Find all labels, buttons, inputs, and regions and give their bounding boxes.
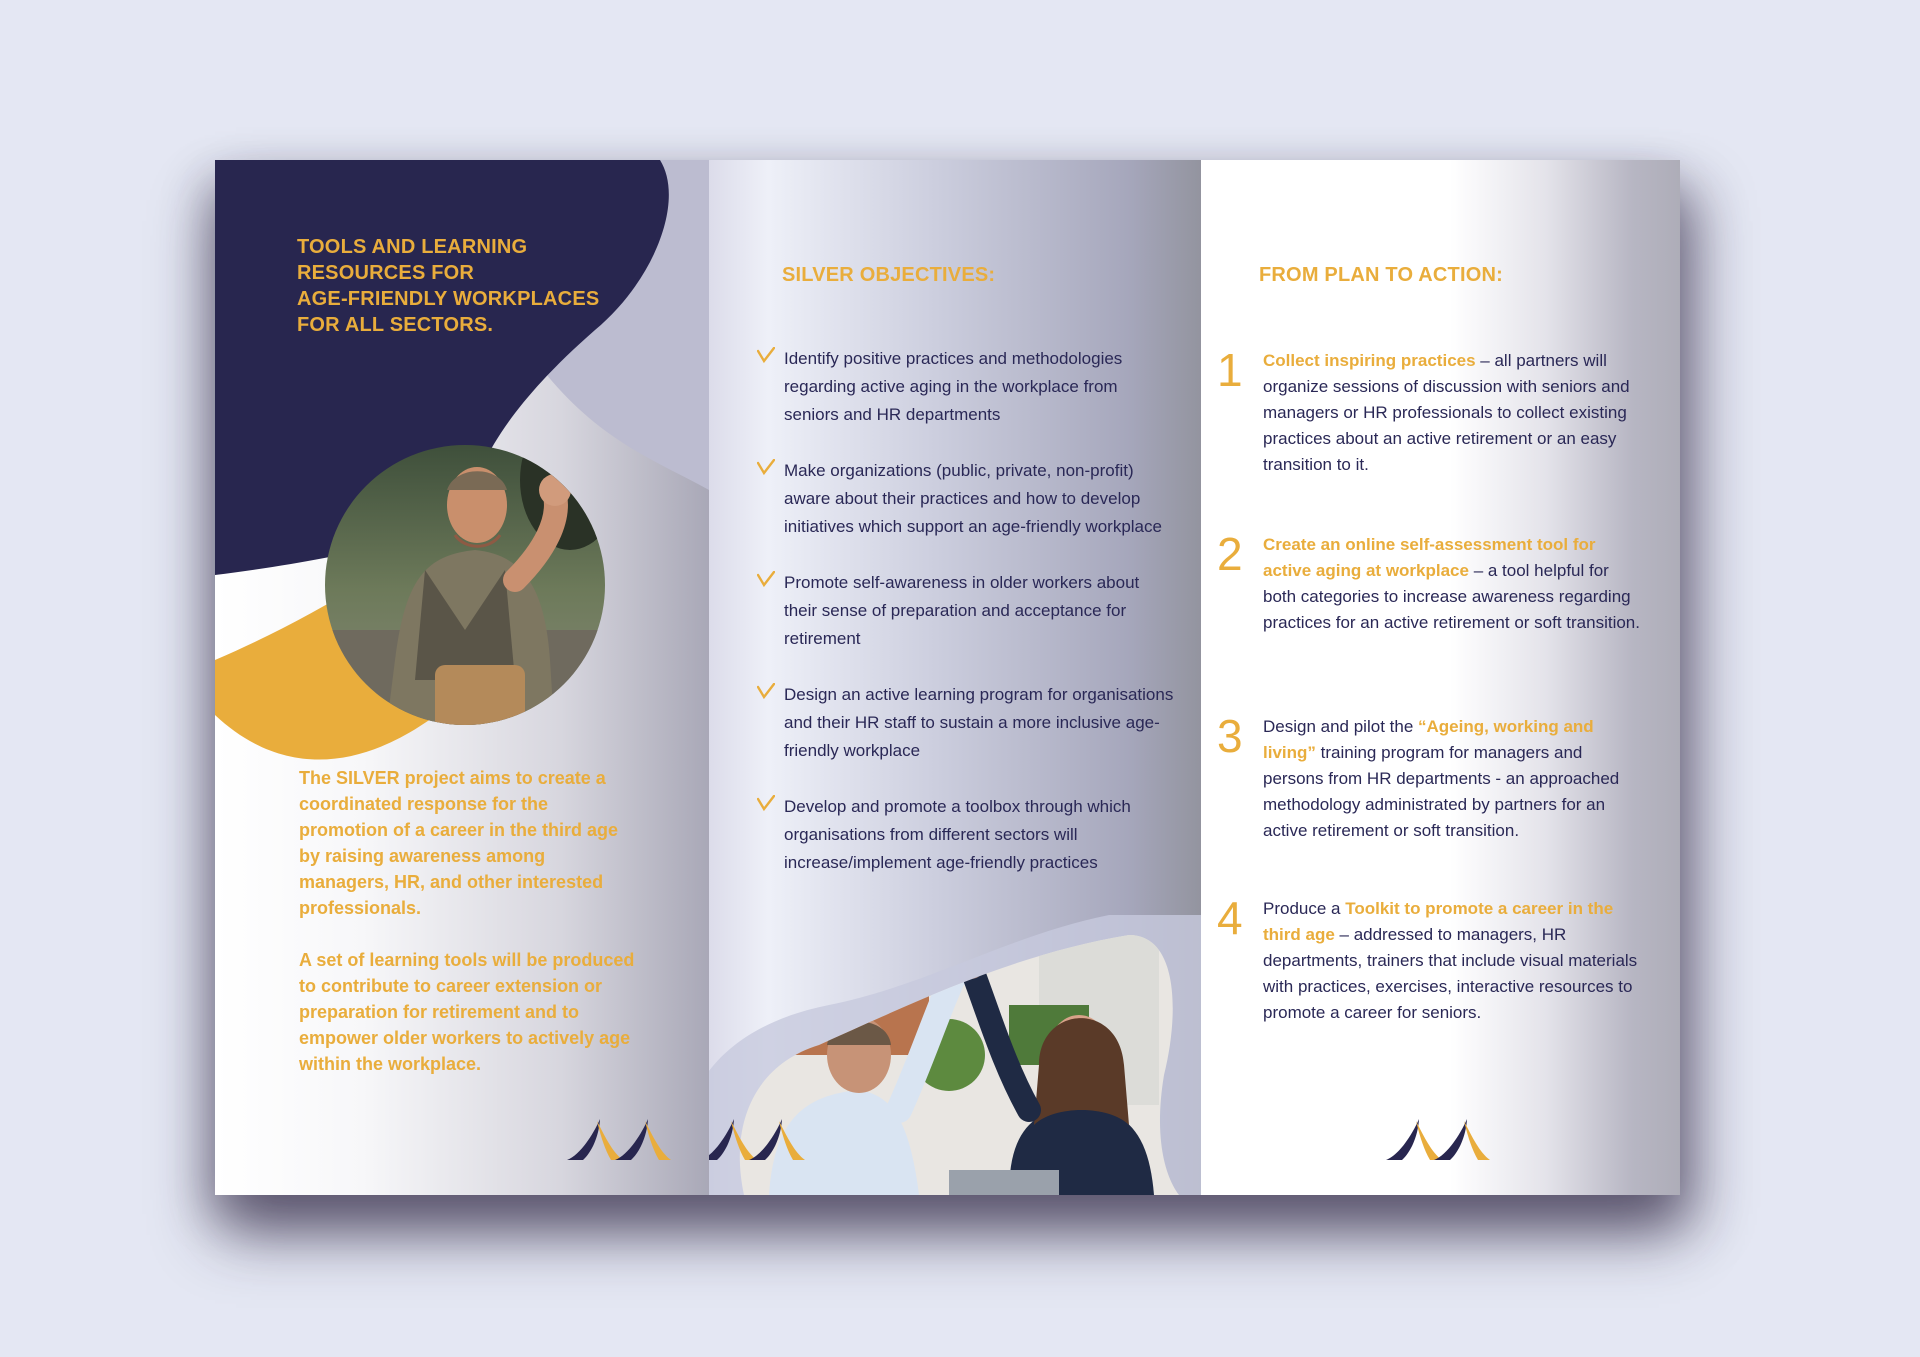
objective-text: Make organizations (public, private, non-profit) aware about their practices and how to develop initiatives which support an age-friendly workplace [784,461,1162,536]
objective-text: Design an active learning program for organisations and their HR staff to sustain a more inclusive age-friendly workplace [784,685,1174,760]
panel-left [215,160,709,1195]
intro-paragraph-1: The SILVER project aims to create a coordinated response for the promotion of a career in the third age by raising awareness among managers, HR, and other interested professionals. [299,768,619,918]
check-icon [757,571,775,589]
objective-item [757,793,1177,877]
panel-left-title [297,234,599,338]
objective-item [757,681,1177,765]
check-icon [757,683,775,701]
objective-item [757,569,1177,653]
step-text-pre: Design and pilot the [1263,717,1418,736]
objective-text: Identify positive practices and methodologies regarding active aging in the workplace from seniors and HR departments [784,349,1123,424]
step-text-pre: Produce a [1263,899,1346,918]
silver-logo-icon [565,1115,685,1165]
step-highlight: Toolkit to promote a career in the third age [1263,899,1614,944]
check-icon [757,347,775,365]
intro-text [299,765,639,1103]
panel-right [1201,160,1680,1195]
step-highlight: “Ageing, working and living” [1263,717,1594,762]
objectives-list [757,345,1177,905]
step-number: 4 [1217,892,1243,944]
action-step-4 [1217,892,1643,1026]
action-step-3 [1217,710,1643,844]
step-highlight: Create an online self-assessment tool for active aging at workplace [1263,535,1596,580]
title-line-3: AGE-FRIENDLY WORKPLACES [297,288,600,310]
action-step-1 [1217,344,1643,478]
step-number: 3 [1217,710,1243,762]
objective-text: Develop and promote a toolbox through which organisations from different sectors will increase/implement age-friendly practices [784,797,1131,872]
silver-logo-icon [1384,1115,1494,1165]
step-text-post: – addressed to managers, HR departments, trainers that include visual materials with practices, exercises, interactive resources to promote a career for seniors. [1263,925,1638,1022]
title-line-4: FOR ALL SECTORS. [297,314,494,336]
title-line-2: RESOURCES FOR [297,262,475,284]
step-text-post: training program for managers and persons from HR departments - an approached methodology administrated by partners for an active retirement or soft transition. [1263,743,1620,840]
silver-logo-icon [709,1115,829,1165]
objective-item [757,345,1177,429]
objective-item [757,457,1177,541]
objective-text: Promote self-awareness in older workers about their sense of preparation and acceptance for retirement [784,573,1140,648]
check-icon [757,459,775,477]
step-highlight: Collect inspiring practices [1263,351,1476,370]
step-number: 1 [1217,344,1243,396]
panel-middle [709,160,1201,1195]
step-number: 2 [1217,528,1243,580]
objectives-title: SILVER OBJECTIVES: [782,264,996,286]
action-step-2 [1217,528,1643,636]
step-text-post: – a tool helpful for both categories to increase awareness regarding practices for an active retirement or soft transition. [1263,561,1640,632]
plan-to-action-title: FROM PLAN TO ACTION: [1259,264,1503,286]
intro-paragraph-2: A set of learning tools will be produced to contribute to career extension or preparation for retirement and to empower older workers to actively age within the workplace. [299,950,635,1074]
title-line-1: TOOLS AND LEARNING [297,236,528,258]
check-icon [757,795,775,813]
trifold-brochure [215,160,1680,1195]
step-text-post: – all partners will organize sessions of discussion with seniors and managers or HR professionals to collect existing practices about an active retirement or an easy transition to it. [1263,351,1630,474]
